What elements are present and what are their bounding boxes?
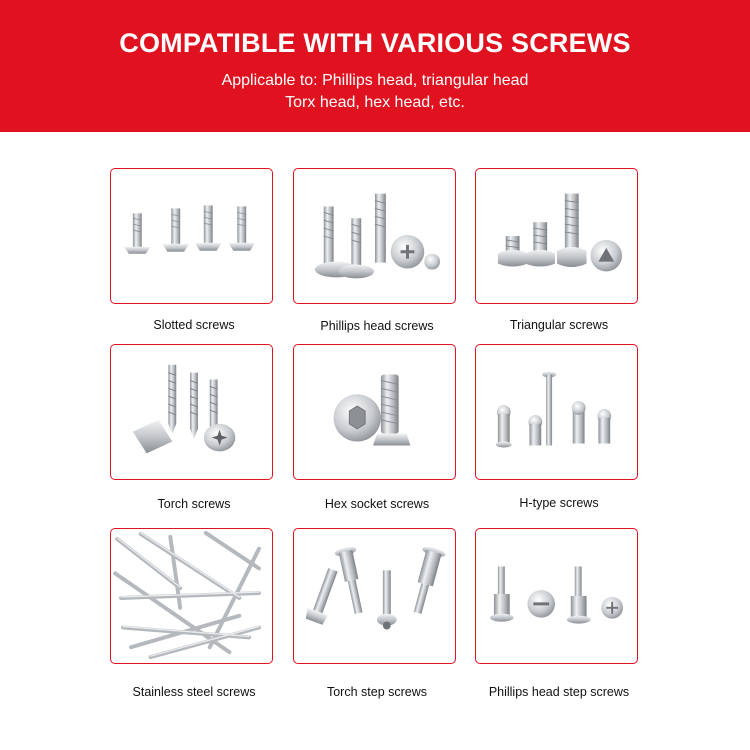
card-torch-screws: [110, 344, 273, 480]
caption-phillips-head-screws: Phillips head screws: [320, 319, 434, 333]
caption-torch-step-screws: Torch step screws: [326, 685, 428, 699]
banner-title: COMPATIBLE WITH VARIOUS SCREWS: [119, 28, 631, 58]
card-phillips-head-step-screws: [475, 528, 638, 664]
caption-phillips-head-step-screws: Phillips head step screws: [488, 685, 630, 699]
phillips-head-step-screws-photo: [476, 529, 637, 663]
banner-subtitle-line-2: Torx head, hex head, etc.: [285, 94, 465, 111]
card-phillips-head-screws: [293, 168, 456, 304]
banner-subtitle-line-1: Applicable to: Phillips head, triangular head: [221, 72, 529, 89]
slotted-screws-photo: [111, 169, 272, 303]
torch-screws-photo: [111, 345, 272, 479]
hex-socket-screws-photo: [294, 345, 455, 479]
caption-torch-screws: Torch screws: [157, 497, 231, 511]
card-stainless-steel-screws: [110, 528, 273, 664]
caption-triangular-screws: Triangular screws: [509, 318, 609, 332]
card-h-type-screws: [475, 344, 638, 480]
caption-stainless-steel-screws: Stainless steel screws: [132, 685, 256, 699]
caption-hex-socket-screws: Hex socket screws: [324, 497, 430, 511]
torch-step-screws-photo: [294, 529, 455, 663]
card-slotted-screws: [110, 168, 273, 304]
caption-slotted-screws: Slotted screws: [153, 318, 235, 332]
card-triangular-screws: [475, 168, 638, 304]
card-torch-step-screws: [293, 528, 456, 664]
header-banner: [0, 0, 750, 132]
triangular-screws-photo: [476, 169, 637, 303]
caption-h-type-screws: H-type screws: [519, 496, 599, 510]
phillips-head-screws-photo: [294, 169, 455, 303]
card-hex-socket-screws: [293, 344, 456, 480]
h-type-screws-photo: [476, 345, 637, 479]
banner-subtitle: [0, 70, 750, 114]
stainless-steel-screws-photo: [111, 529, 272, 663]
